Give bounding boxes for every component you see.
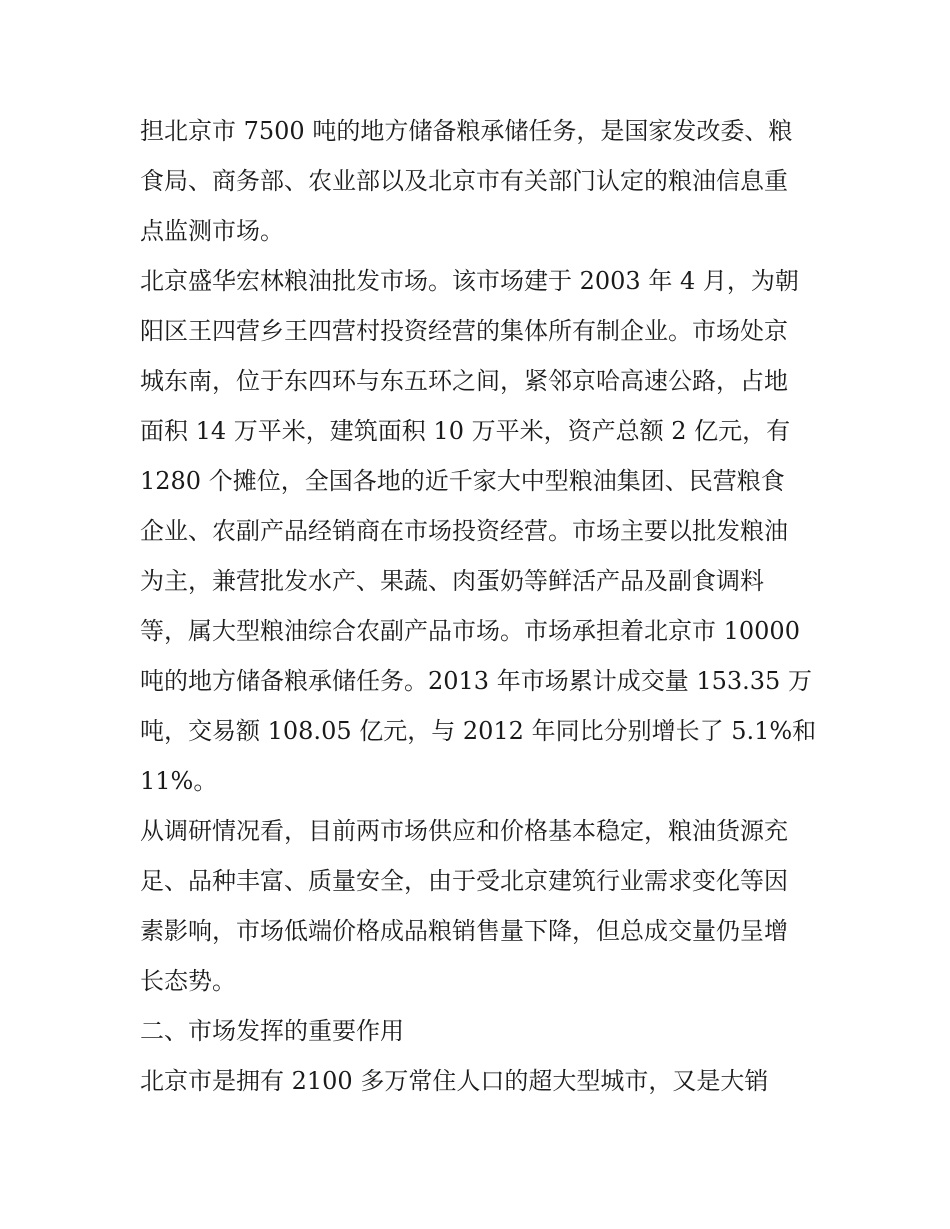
text-line: 担北京市 7500 吨的地方储备粮承储任务，是国家发改委、粮 (140, 117, 793, 145)
section-heading: 二、市场发挥的重要作用 (140, 1017, 404, 1045)
text-line: 等，属大型粮油综合农副产品市场。市场承担着北京市 10000 (140, 617, 800, 645)
text-line: 企业、农副产品经销商在市场投资经营。市场主要以批发粮油 (140, 517, 788, 545)
text-line: 北京市是拥有 2100 多万常住人口的超大型城市，又是大销 (140, 1067, 769, 1095)
text-line: 点监测市场。 (140, 217, 284, 245)
text-line: 从调研情况看，目前两市场供应和价格基本稳定，粮油货源充 (140, 817, 788, 845)
text-line: 吨，交易额 108.05 亿元，与 2012 年同比分别增长了 5.1%和 (140, 717, 817, 745)
text-line: 食局、商务部、农业部以及北京市有关部门认定的粮油信息重 (140, 167, 788, 195)
text-line: 吨的地方储备粮承储任务。2013 年市场累计成交量 153.35 万 (140, 667, 812, 695)
text-line: 北京盛华宏林粮油批发市场。该市场建于 2003 年 4 月，为朝 (140, 267, 799, 295)
text-line: 长态势。 (140, 967, 236, 995)
text-line: 11%。 (140, 767, 218, 795)
text-line: 1280 个摊位，全国各地的近千家大中型粮油集团、民营粮食 (140, 467, 785, 495)
text-line: 为主，兼营批发水产、果蔬、肉蛋奶等鲜活产品及副食调料 (140, 567, 764, 595)
document-body (140, 106, 820, 1106)
text-line: 阳区王四营乡王四营村投资经营的集体所有制企业。市场处京 (140, 317, 788, 345)
text-line: 城东南，位于东四环与东五环之间，紧邻京哈高速公路，占地 (140, 367, 788, 395)
text-line: 足、品种丰富、质量安全，由于受北京建筑行业需求变化等因 (140, 867, 788, 895)
text-line: 素影响，市场低端价格成品粮销售量下降，但总成交量仍呈增 (140, 917, 788, 945)
text-line: 面积 14 万平米，建筑面积 10 万平米，资产总额 2 亿元，有 (140, 417, 791, 445)
